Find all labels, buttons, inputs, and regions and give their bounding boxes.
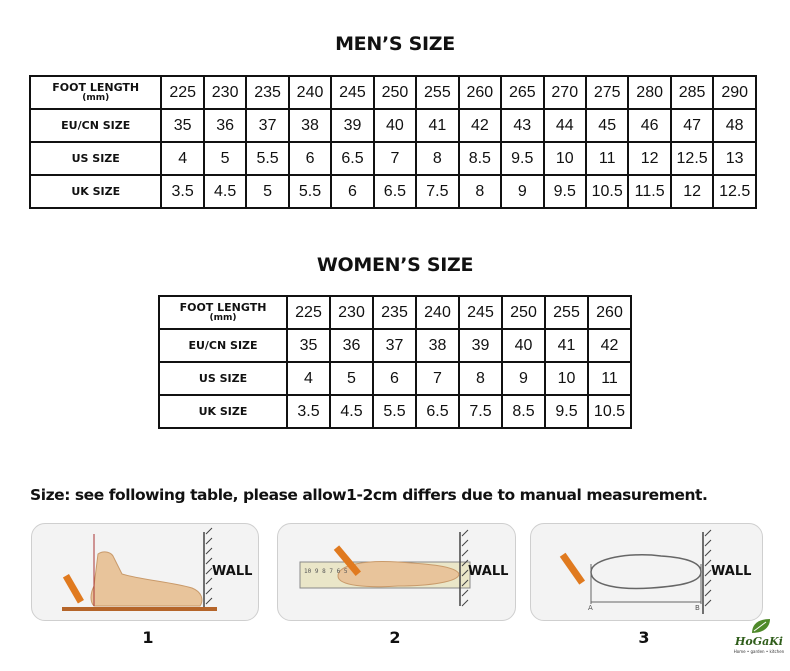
size-cell: 260	[459, 76, 501, 109]
size-cell: 250	[502, 296, 545, 329]
size-cell: 10	[544, 142, 586, 175]
size-cell: 11.5	[628, 175, 670, 208]
size-cell: 225	[161, 76, 203, 109]
size-cell: 8.5	[502, 395, 545, 428]
size-cell: 12.5	[713, 175, 756, 208]
size-cell: 230	[330, 296, 373, 329]
size-cell: 8	[459, 175, 501, 208]
row-header	[159, 362, 287, 395]
row-header	[159, 296, 287, 329]
size-cell: 39	[459, 329, 502, 362]
size-cell: 7.5	[459, 395, 502, 428]
ruler-ticks: 10 9 8 7 6 5	[304, 568, 348, 575]
size-cell: 9	[501, 175, 543, 208]
size-cell: 13	[713, 142, 756, 175]
size-cell: 11	[586, 142, 628, 175]
point-a-label: A	[588, 604, 593, 612]
size-cell: 230	[204, 76, 246, 109]
size-cell: 240	[289, 76, 331, 109]
womens-size-table	[158, 295, 632, 429]
size-cell: 37	[373, 329, 416, 362]
size-cell: 5	[330, 362, 373, 395]
logo-name: HoGaKi	[735, 635, 783, 648]
us-size-row	[30, 142, 756, 175]
pencil-shape	[63, 574, 84, 603]
size-cell: 5.5	[246, 142, 288, 175]
row-header	[30, 76, 161, 109]
size-cell: 4.5	[204, 175, 246, 208]
size-cell: 5	[204, 142, 246, 175]
size-cell: 37	[246, 109, 288, 142]
size-cell: 9.5	[544, 175, 586, 208]
size-cell: 46	[628, 109, 670, 142]
row-header	[30, 175, 161, 208]
size-cell: 12	[671, 175, 713, 208]
measure-step-1-panel	[31, 523, 259, 621]
step-number-1: 1	[142, 628, 154, 647]
size-cell: 48	[713, 109, 756, 142]
size-cell: 4	[161, 142, 203, 175]
eu-cn-size-row	[159, 329, 631, 362]
size-cell: 35	[287, 329, 330, 362]
size-cell: 255	[416, 76, 458, 109]
size-cell: 38	[416, 329, 459, 362]
step-number-2: 2	[389, 628, 401, 647]
size-cell: 5.5	[373, 395, 416, 428]
wall-label: WALL	[711, 564, 752, 579]
size-cell: 6.5	[416, 395, 459, 428]
womens-size-title: WOMEN’S SIZE	[316, 254, 474, 276]
size-cell: 245	[459, 296, 502, 329]
size-cell: 7	[416, 362, 459, 395]
size-cell: 47	[671, 109, 713, 142]
size-cell: 41	[416, 109, 458, 142]
size-cell: 41	[545, 329, 588, 362]
size-cell: 43	[501, 109, 543, 142]
size-cell: 42	[459, 109, 501, 142]
size-cell: 265	[501, 76, 543, 109]
uk-size-row	[30, 175, 756, 208]
uk-size-row	[159, 395, 631, 428]
size-cell: 36	[330, 329, 373, 362]
measurement-note: Size: see following table, please allow1-2cm differs due to manual measurement.	[30, 486, 708, 504]
row-header	[30, 109, 161, 142]
size-cell: 9.5	[501, 142, 543, 175]
size-cell: 270	[544, 76, 586, 109]
row-header-unit: (mm)	[82, 93, 110, 103]
size-cell: 44	[544, 109, 586, 142]
size-cell: 5.5	[289, 175, 331, 208]
point-b-label: B	[695, 604, 700, 612]
size-cell: 9.5	[545, 395, 588, 428]
logo-tagline: Home • garden • kitchen	[733, 649, 785, 654]
size-cell: 7.5	[416, 175, 458, 208]
size-cell: 8	[416, 142, 458, 175]
step-number-3: 3	[638, 628, 650, 647]
size-cell: 40	[502, 329, 545, 362]
size-cell: 8	[459, 362, 502, 395]
mens-size-table	[29, 75, 757, 209]
row-header-label: UK SIZE	[198, 405, 248, 418]
size-cell: 280	[628, 76, 670, 109]
size-cell: 240	[416, 296, 459, 329]
size-cell: 235	[373, 296, 416, 329]
size-cell: 10.5	[588, 395, 631, 428]
size-cell: 260	[588, 296, 631, 329]
hogaki-logo	[730, 615, 788, 667]
size-cell: 5	[246, 175, 288, 208]
size-cell: 40	[374, 109, 416, 142]
row-header	[159, 329, 287, 362]
mens-size-title: MEN’S SIZE	[335, 33, 455, 55]
foot-length-row	[159, 296, 631, 329]
row-header-label: EU/CN SIZE	[188, 339, 258, 352]
size-cell: 3.5	[287, 395, 330, 428]
size-cell: 10	[545, 362, 588, 395]
size-cell: 3.5	[161, 175, 203, 208]
size-cell: 8.5	[459, 142, 501, 175]
row-header-label: EU/CN SIZE	[61, 119, 131, 132]
size-cell: 39	[331, 109, 373, 142]
size-cell: 245	[331, 76, 373, 109]
row-header	[159, 395, 287, 428]
wall-label: WALL	[468, 564, 509, 579]
foot-length-row	[30, 76, 756, 109]
size-cell: 10.5	[586, 175, 628, 208]
size-cell: 235	[246, 76, 288, 109]
size-cell: 225	[287, 296, 330, 329]
foot-shape	[91, 552, 202, 606]
measure-step-2-panel	[277, 523, 516, 621]
row-header	[30, 142, 161, 175]
size-cell: 9	[502, 362, 545, 395]
eu-cn-size-row	[30, 109, 756, 142]
size-cell: 11	[588, 362, 631, 395]
us-size-row	[159, 362, 631, 395]
size-cell: 36	[204, 109, 246, 142]
size-cell: 12	[628, 142, 670, 175]
size-cell: 42	[588, 329, 631, 362]
size-cell: 6	[289, 142, 331, 175]
size-cell: 7	[374, 142, 416, 175]
measure-step-3-panel	[530, 523, 763, 621]
leaf-icon	[730, 615, 788, 637]
row-header-label: FOOT LENGTH	[179, 301, 267, 314]
size-cell: 6	[373, 362, 416, 395]
pencil-shape	[560, 553, 585, 585]
size-cell: 290	[713, 76, 756, 109]
size-cell: 285	[671, 76, 713, 109]
row-header-unit: (mm)	[209, 313, 237, 323]
size-cell: 35	[161, 109, 203, 142]
row-header-label: UK SIZE	[71, 185, 121, 198]
size-cell: 6.5	[374, 175, 416, 208]
foot-outline	[591, 555, 701, 589]
size-cell: 250	[374, 76, 416, 109]
size-cell: 4	[287, 362, 330, 395]
wall-label: WALL	[212, 564, 253, 579]
size-cell: 275	[586, 76, 628, 109]
size-cell: 6.5	[331, 142, 373, 175]
size-cell: 12.5	[671, 142, 713, 175]
size-cell: 38	[289, 109, 331, 142]
row-header-label: US SIZE	[198, 372, 248, 385]
size-cell: 6	[331, 175, 373, 208]
floor-board	[62, 607, 217, 611]
size-cell: 45	[586, 109, 628, 142]
size-cell: 255	[545, 296, 588, 329]
row-header-label: US SIZE	[71, 152, 120, 165]
row-header-label: FOOT LENGTH	[52, 81, 140, 94]
size-cell: 4.5	[330, 395, 373, 428]
